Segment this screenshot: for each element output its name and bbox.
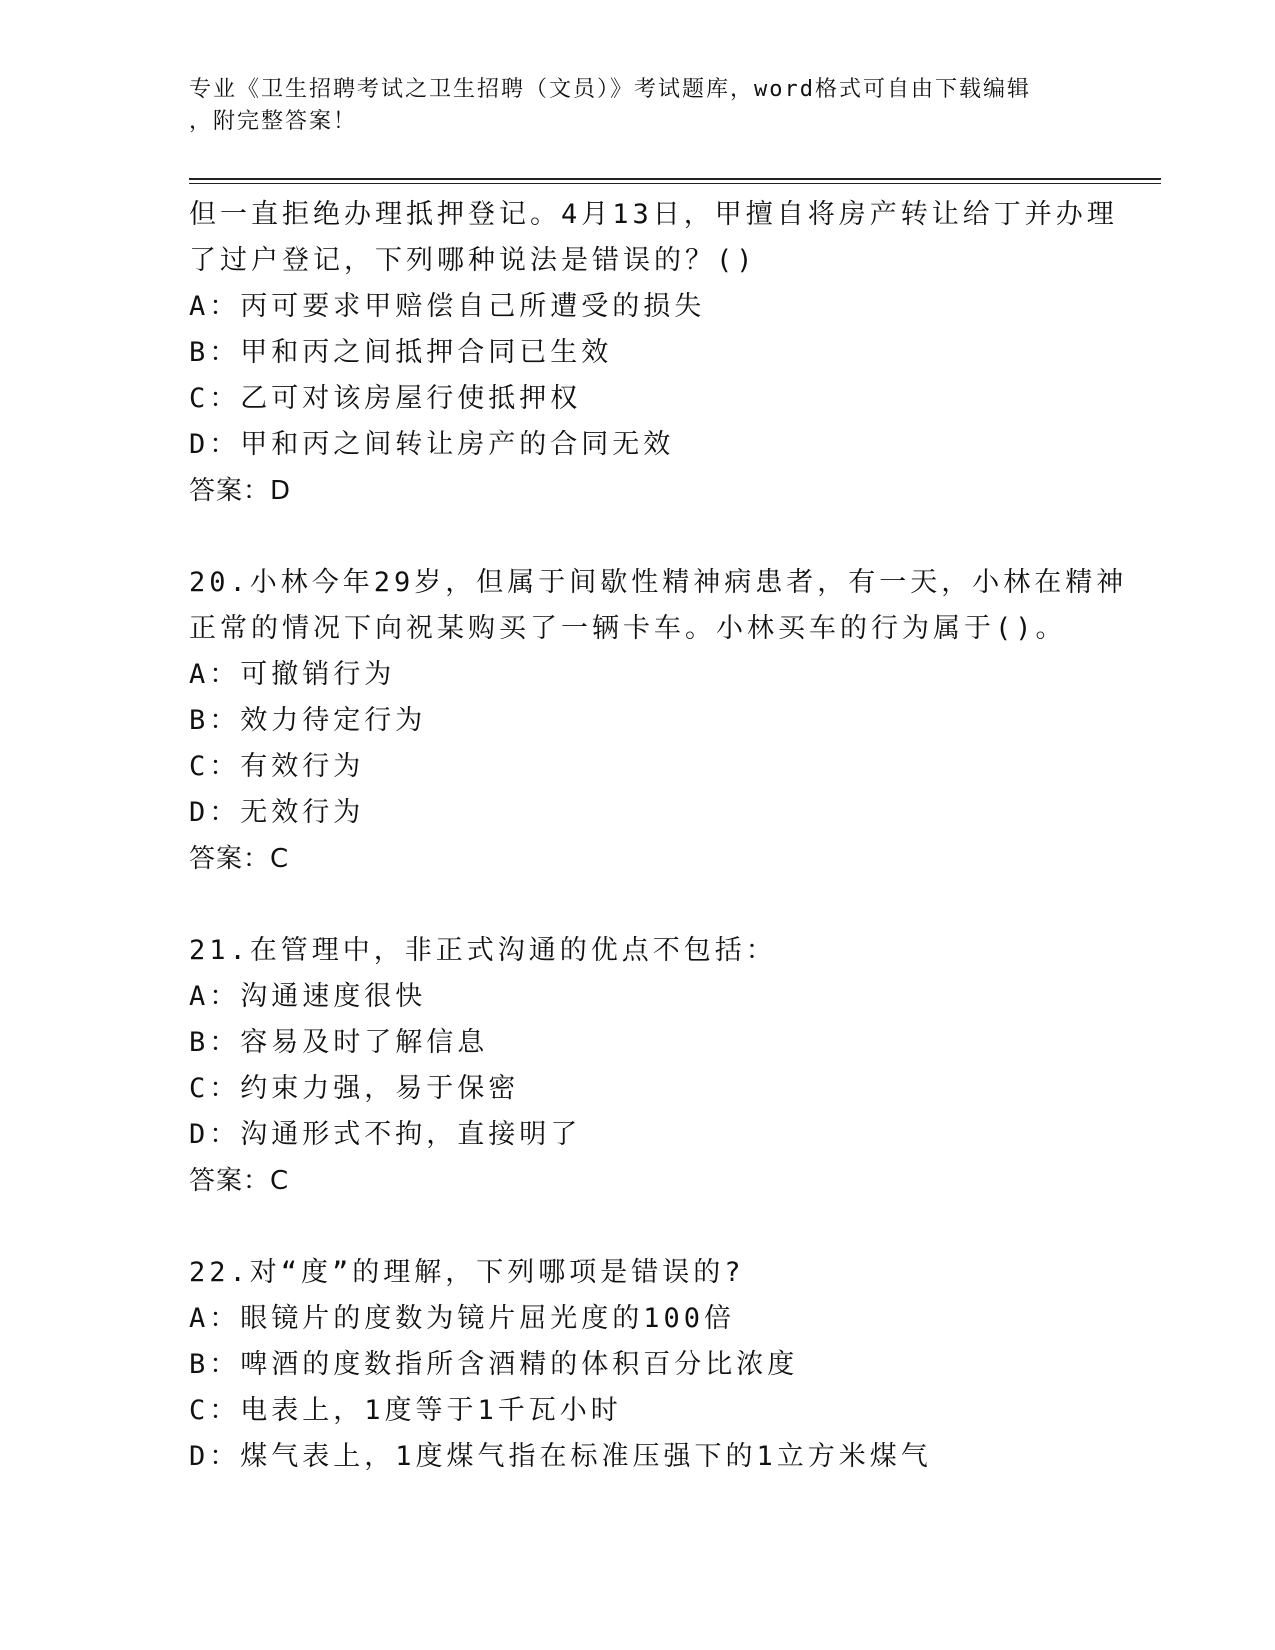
header-line-2: ，附完整答案！ <box>189 109 358 134</box>
option-d: D：甲和丙之间转让房产的合同无效 <box>189 429 675 460</box>
spacer <box>189 882 1089 928</box>
header-divider-thick <box>189 178 1161 180</box>
header-divider-thin <box>189 183 1161 184</box>
question-21 <box>189 928 1089 1204</box>
answer: 答案：C <box>189 1166 290 1196</box>
option-d: D：无效行为 <box>189 797 365 828</box>
document-header <box>189 74 1069 138</box>
answer: 答案：C <box>189 844 290 874</box>
option-d: D：煤气表上，1度煤气指在标准压强下的1立方米煤气 <box>189 1441 932 1472</box>
option-b: B：容易及时了解信息 <box>189 1027 489 1058</box>
option-c: C：约束力强，易于保密 <box>189 1073 520 1104</box>
spacer <box>189 1204 1089 1250</box>
option-d: D：沟通形式不拘，直接明了 <box>189 1119 582 1150</box>
question-20 <box>189 560 1128 882</box>
question-19 <box>189 192 1118 514</box>
option-a: A：可撤销行为 <box>189 659 396 690</box>
question-list <box>189 192 1128 1480</box>
question-22 <box>189 1250 1089 1480</box>
spacer <box>189 514 1089 560</box>
answer: 答案：D <box>189 476 292 506</box>
option-c: C：乙可对该房屋行使抵押权 <box>189 383 582 414</box>
option-a: A：丙可要求甲赔偿自己所遭受的损失 <box>189 291 706 322</box>
option-c: C：有效行为 <box>189 751 365 782</box>
option-a: A：眼镜片的度数为镜片屈光度的100倍 <box>189 1303 736 1334</box>
question-text: 20.小林今年29岁，但属于间歇性精神病患者，有一天，小林在精神 <box>189 567 1128 598</box>
option-b: B：啤酒的度数指所含酒精的体积百分比浓度 <box>189 1349 799 1380</box>
question-text: 正常的情况下向祝某购买了一辆卡车。小林买车的行为属于()。 <box>189 613 1067 644</box>
question-text: 22.对“度”的理解，下列哪项是错误的? <box>189 1257 745 1288</box>
option-b: B：甲和丙之间抵押合同已生效 <box>189 337 613 368</box>
option-a: A：沟通速度很快 <box>189 981 427 1012</box>
header-line-1: 专业《卫生招聘考试之卫生招聘（文员）》考试题库，word格式可自由下载编辑 <box>189 77 1031 102</box>
question-text: 了过户登记，下列哪种说法是错误的？() <box>189 245 757 276</box>
question-text: 但一直拒绝办理抵押登记。4月13日，甲擅自将房产转让给丁并办理 <box>189 199 1118 230</box>
option-c: C：电表上，1度等于1千瓦小时 <box>189 1395 622 1426</box>
question-text: 21.在管理中，非正式沟通的优点不包括： <box>189 935 777 966</box>
option-b: B：效力待定行为 <box>189 705 427 736</box>
